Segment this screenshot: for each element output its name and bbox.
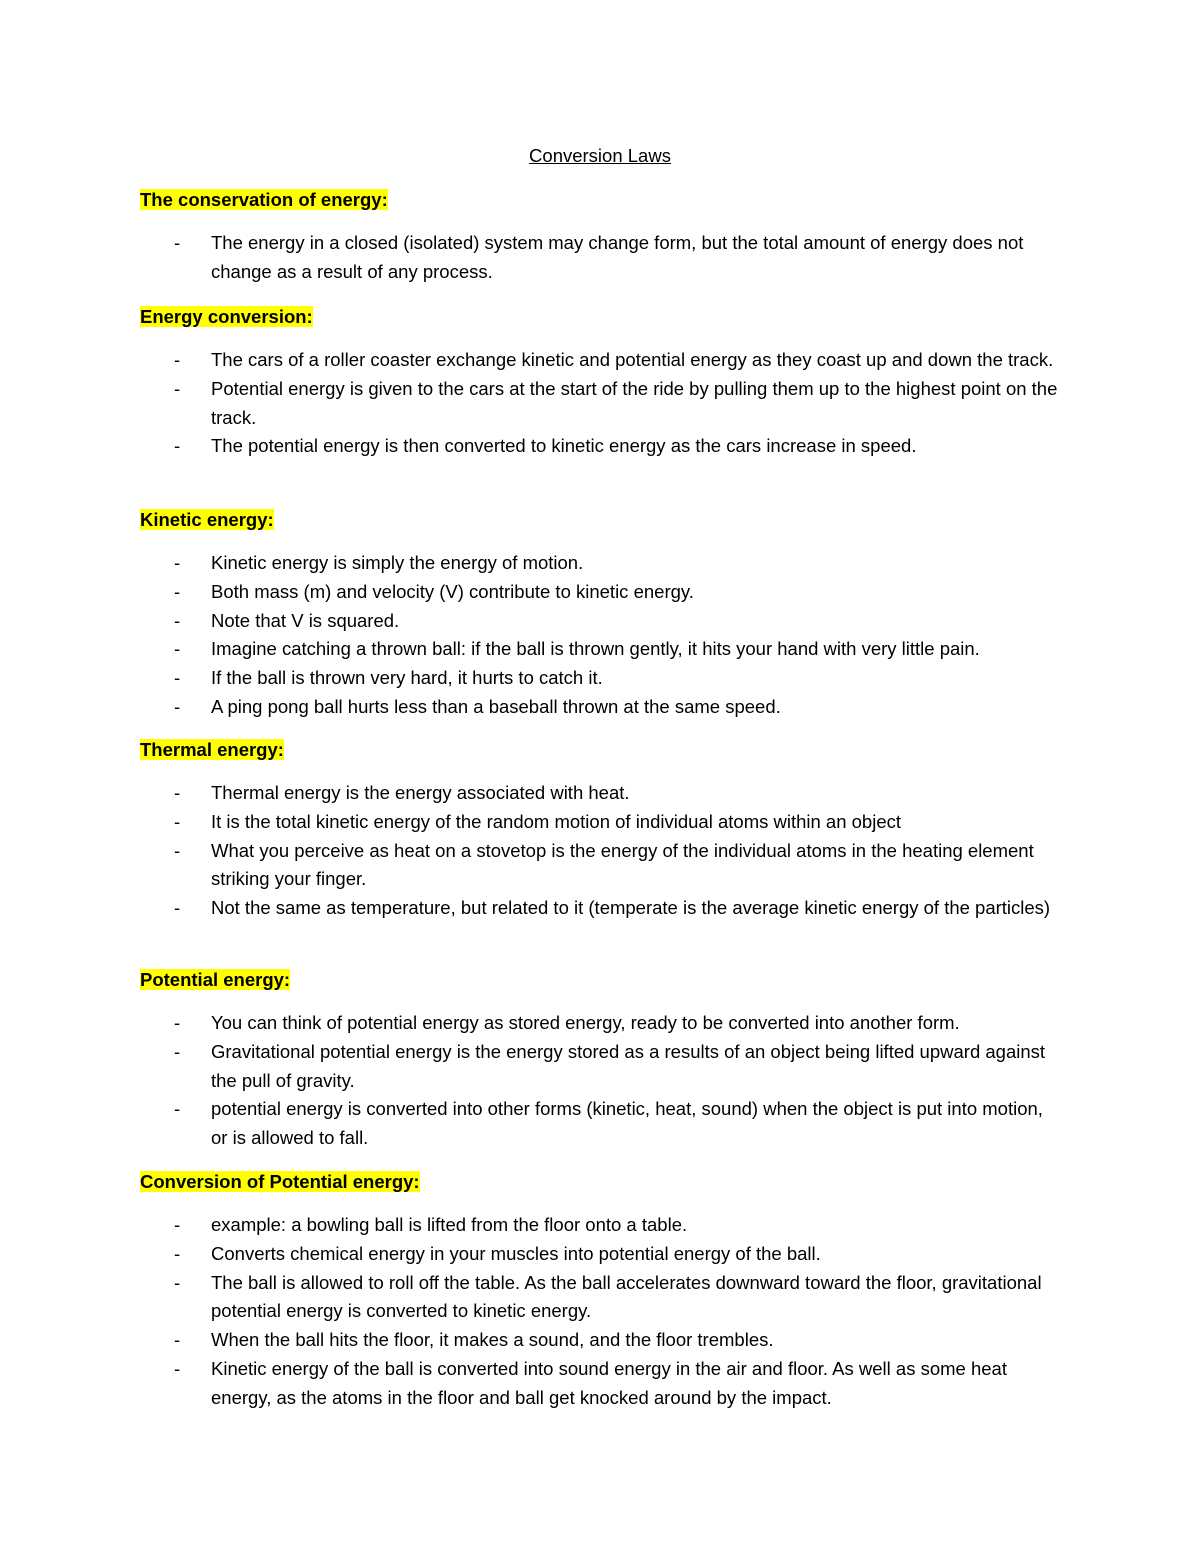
section-thermal-energy <box>140 735 1060 923</box>
section-heading: Potential energy: <box>140 969 291 990</box>
bullet-dash: - <box>174 349 181 370</box>
list-item: - It is the total kinetic energy of the random motion of individual atoms within an object <box>140 808 1060 837</box>
list-item: - When the ball hits the floor, it makes a sound, and the floor trembles. <box>140 1326 1060 1355</box>
bullet-dash: - <box>174 552 181 573</box>
bullet-dash: - <box>174 638 181 660</box>
bullet-dash: - <box>174 1012 181 1033</box>
list-item: - Gravitational potential energy is the energy stored as a results of an object being lifted upward against the pull of gravity. <box>140 1038 1060 1096</box>
bullet-dash: - <box>174 1329 181 1351</box>
page-title: Conversion Laws <box>529 145 671 166</box>
section-kinetic-energy <box>140 505 1060 722</box>
bullet-list <box>140 779 1060 923</box>
bullet-list <box>140 346 1060 461</box>
list-item: - Note that V is squared. <box>140 607 1060 636</box>
section-energy-conversion <box>140 302 1060 461</box>
list-item: - A ping pong ball hurts less than a baseball thrown at the same speed. <box>140 693 1060 722</box>
list-item: - You can think of potential energy as stored energy, ready to be converted into another form. <box>140 1009 1060 1038</box>
bullet-dash: - <box>174 897 181 919</box>
list-item: - The energy in a closed (isolated) system may change form, but the total amount of energy does not change as a result of any process. <box>140 229 1060 287</box>
list-item: - Potential energy is given to the cars at the start of the ride by pulling them up to the highest point on the track. <box>140 375 1060 433</box>
bullet-dash: - <box>174 667 181 689</box>
bullet-list <box>140 1009 1060 1153</box>
bullet-dash: - <box>174 1040 181 1062</box>
bullet-dash: - <box>174 609 181 631</box>
bullet-dash: - <box>174 839 181 861</box>
bullet-list <box>140 549 1060 722</box>
bullet-list <box>140 229 1060 287</box>
list-item: - If the ball is thrown very hard, it hurts to catch it. <box>140 664 1060 693</box>
bullet-dash: - <box>174 580 181 602</box>
bullet-dash: - <box>174 1271 181 1293</box>
list-item: - Thermal energy is the energy associated with heat. <box>140 779 1060 808</box>
list-item: - Imagine catching a thrown ball: if the ball is thrown gently, it hits your hand with very little pain. <box>140 635 1060 664</box>
section-heading: The conservation of energy: <box>140 189 388 210</box>
bullet-dash: - <box>174 695 181 717</box>
list-item: - The ball is allowed to roll off the table. As the ball accelerates downward toward the floor, gravitational potential energy is converted to kinetic energy. <box>140 1269 1060 1327</box>
section-heading: Thermal energy: <box>140 739 284 760</box>
list-item: - Kinetic energy of the ball is converted into sound energy in the air and floor. As well as some heat energy, as the atoms in the floor and ball get knocked around by the impact. <box>140 1355 1060 1413</box>
list-item: - The potential energy is then converted to kinetic energy as the cars increase in speed. <box>140 432 1060 461</box>
bullet-dash: - <box>174 232 181 253</box>
list-item: - The cars of a roller coaster exchange kinetic and potential energy as they coast up and down the track. <box>140 346 1060 375</box>
section-potential-energy <box>140 965 1060 1153</box>
section-conservation-of-energy <box>140 185 1060 287</box>
list-item: - What you perceive as heat on a stovetop is the energy of the individual atoms in the heating element striking your finger. <box>140 837 1060 895</box>
section-heading: Energy conversion: <box>140 306 313 327</box>
bullet-dash: - <box>174 377 181 399</box>
list-item: - Kinetic energy is simply the energy of motion. <box>140 549 1060 578</box>
list-item: - potential energy is converted into other forms (kinetic, heat, sound) when the object is put into motion, or is allowed to fall. <box>140 1095 1060 1153</box>
bullet-dash: - <box>174 435 181 457</box>
bullet-dash: - <box>174 1214 181 1235</box>
bullet-dash: - <box>174 1098 181 1120</box>
section-heading: Kinetic energy: <box>140 509 274 530</box>
section-heading: Conversion of Potential energy: <box>140 1171 420 1192</box>
bullet-dash: - <box>174 810 181 832</box>
bullet-dash: - <box>174 1357 181 1379</box>
list-item: - Both mass (m) and velocity (V) contribute to kinetic energy. <box>140 578 1060 607</box>
section-conversion-of-potential-energy <box>140 1167 1060 1413</box>
bullet-dash: - <box>174 782 181 803</box>
list-item: - example: a bowling ball is lifted from the floor onto a table. <box>140 1211 1060 1240</box>
list-item: - Not the same as temperature, but related to it (temperate is the average kinetic energy of the particles) <box>140 894 1060 923</box>
bullet-list <box>140 1211 1060 1413</box>
list-item: - Converts chemical energy in your muscles into potential energy of the ball. <box>140 1240 1060 1269</box>
bullet-dash: - <box>174 1242 181 1264</box>
